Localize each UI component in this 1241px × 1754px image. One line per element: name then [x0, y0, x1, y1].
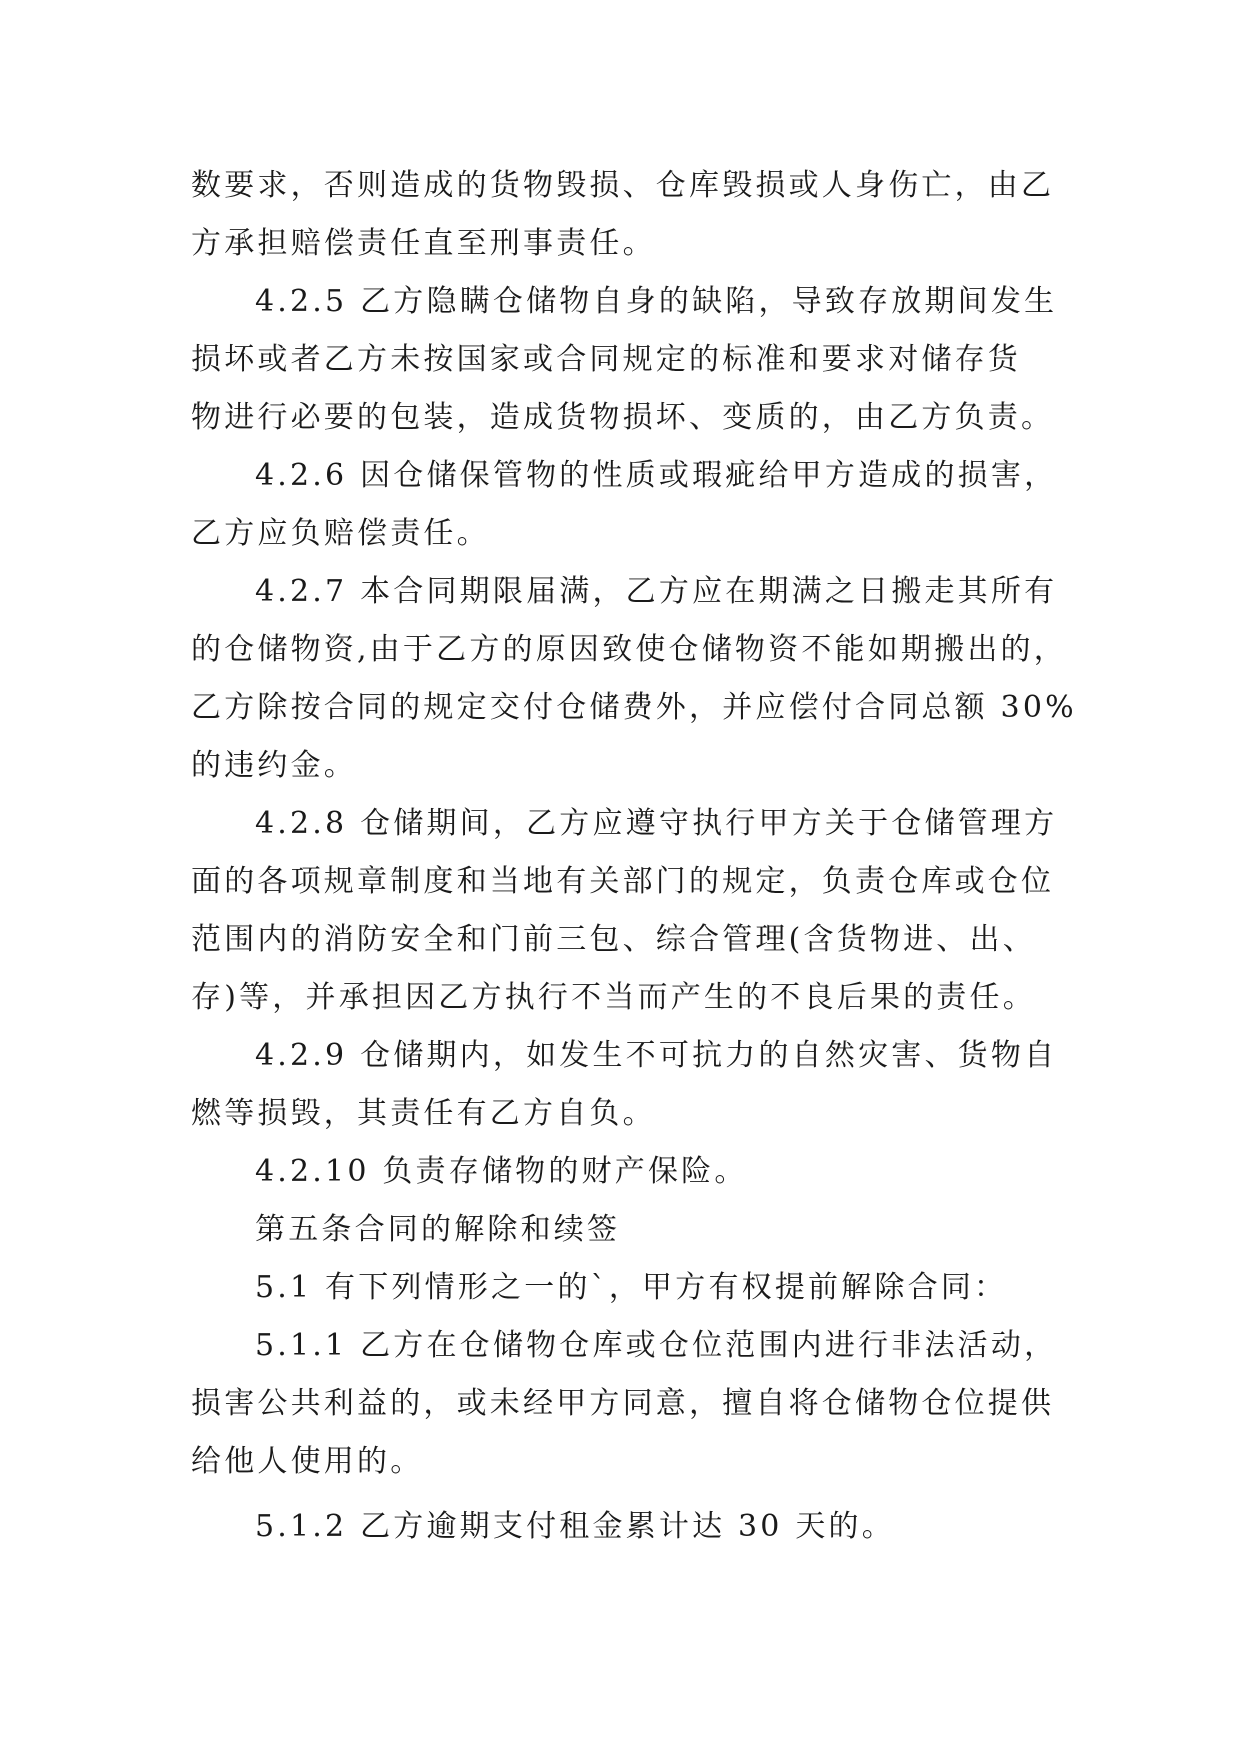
text-line: 乙方应负赔偿责任。: [191, 516, 490, 551]
clause-4-2-10: 4.2.10 负责存储物的财产保险。: [255, 1154, 748, 1189]
clause-4-2-6: 4.2.6 因仓储保管物的性质或瑕疵给甲方造成的损害，: [255, 458, 1058, 493]
text-line: 乙方除按合同的规定交付仓储费外，并应偿付合同总额 30%: [191, 690, 1077, 725]
section-heading: 第五条合同的解除和续签: [255, 1212, 621, 1247]
clause-4-2-9: 4.2.9 仓储期内，如发生不可抗力的自然灾害、货物自: [255, 1038, 1058, 1073]
text-line: 损坏或者乙方未按国家或合同规定的标准和要求对储存货: [191, 342, 1021, 377]
text-line: 的仓储物资,由于乙方的原因致使仓储物资不能如期搬出的，: [191, 632, 1067, 667]
text-line: 损害公共利益的，或未经甲方同意，擅自将仓储物仓位提供: [191, 1386, 1055, 1421]
text-line: 范围内的消防安全和门前三包、综合管理(含货物进、出、: [191, 922, 1036, 957]
clause-4-2-5: 4.2.5 乙方隐瞒仓储物自身的缺陷，导致存放期间发生: [255, 284, 1058, 319]
text-line: 存)等，并承担因乙方执行不当而产生的不良后果的责任。: [191, 980, 1036, 1015]
text-line: 数要求，否则造成的货物毁损、仓库毁损或人身伤亡，由乙: [191, 168, 1055, 203]
clause-5-1: 5.1 有下列情形之一的`，甲方有权提前解除合同：: [255, 1270, 1008, 1305]
text-line: 给他人使用的。: [191, 1444, 424, 1479]
clause-5-1-1: 5.1.1 乙方在仓储物仓库或仓位范围内进行非法活动，: [255, 1328, 1058, 1363]
clause-4-2-8: 4.2.8 仓储期间，乙方应遵守执行甲方关于仓储管理方: [255, 806, 1058, 841]
clause-5-1-2: 5.1.2 乙方逾期支付租金累计达 30 天的。: [255, 1509, 895, 1544]
text-line: 物进行必要的包装，造成货物损坏、变质的，由乙方负责。: [191, 400, 1055, 435]
clause-4-2-7: 4.2.7 本合同期限届满，乙方应在期满之日搬走其所有: [255, 574, 1058, 609]
text-line: 的违约金。: [191, 748, 357, 783]
text-line: 方承担赔偿责任直至刑事责任。: [191, 226, 656, 261]
text-line: 燃等损毁，其责任有乙方自负。: [191, 1096, 656, 1131]
text-line: 面的各项规章制度和当地有关部门的规定，负责仓库或仓位: [191, 864, 1055, 899]
